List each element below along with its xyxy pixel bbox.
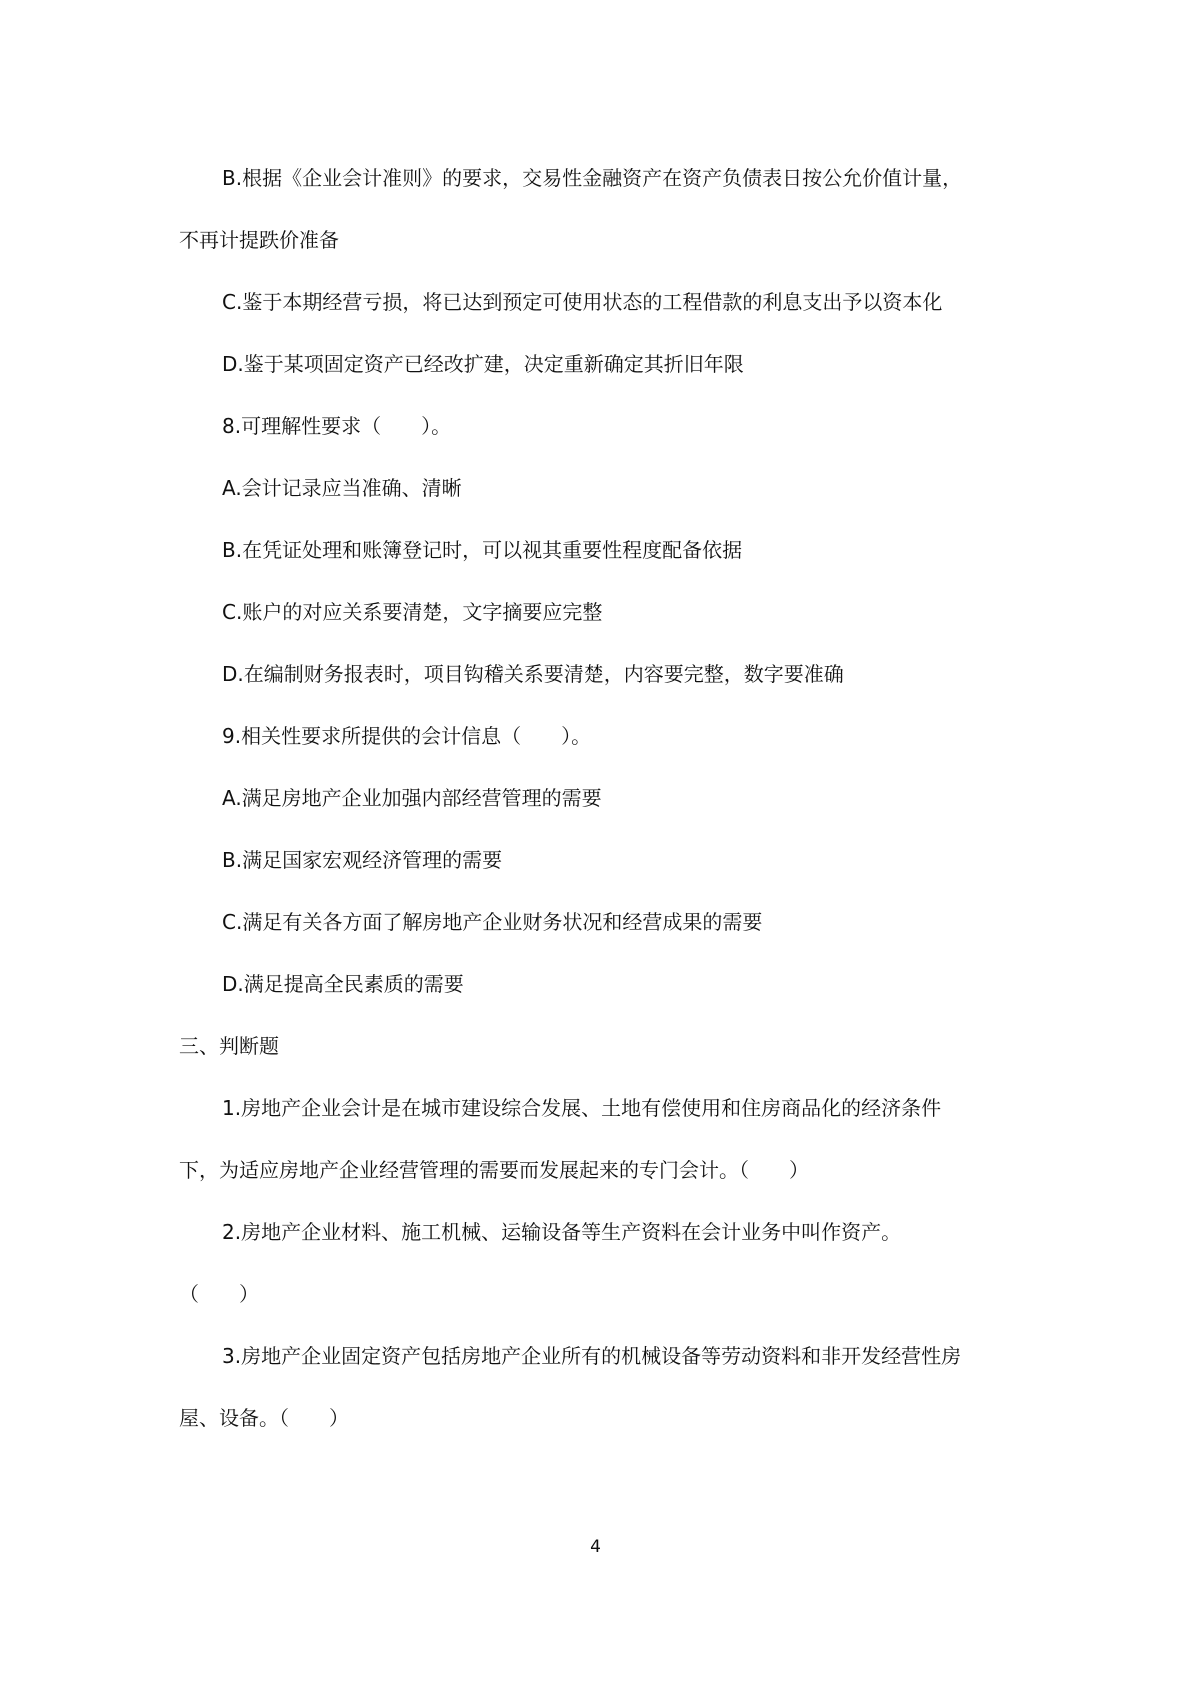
option-d-q9: D.满足提高全民素质的需要 — [222, 972, 464, 996]
tf-question-3-line1: 3.房地产企业固定资产包括房地产企业所有的机械设备等劳动资料和非开发经营性房 — [222, 1344, 962, 1368]
question-8: 8.可理解性要求（ ）。 — [222, 414, 452, 438]
option-c-q8: C.账户的对应关系要清楚，文字摘要应完整 — [222, 600, 603, 624]
option-b-q9: B.满足国家宏观经济管理的需要 — [222, 848, 503, 872]
tf-question-1-line1: 1.房地产企业会计是在城市建设综合发展、土地有偿使用和住房商品化的经济条件 — [222, 1096, 942, 1120]
option-d-q8: D.在编制财务报表时，项目钩稽关系要清楚，内容要完整，数字要准确 — [222, 662, 844, 686]
option-c-q7: C.鉴于本期经营亏损，将已达到预定可使用状态的工程借款的利息支出予以资本化 — [222, 290, 943, 314]
tf-question-1-line2: 下，为适应房地产企业经营管理的需要而发展起来的专门会计。（ ） — [179, 1158, 809, 1182]
option-b-q8: B.在凭证处理和账簿登记时，可以视其重要性程度配备依据 — [222, 538, 743, 562]
question-9: 9.相关性要求所提供的会计信息（ ）。 — [222, 724, 592, 748]
tf-question-2-line1: 2.房地产企业材料、施工机械、运输设备等生产资料在会计业务中叫作资产。 — [222, 1220, 902, 1244]
tf-question-2-line2: （ ） — [179, 1282, 259, 1306]
tf-question-3-line2: 屋、设备。（ ） — [179, 1406, 349, 1430]
section-heading-true-false: 三、判断题 — [179, 1034, 279, 1058]
option-b-q7-line2: 不再计提跌价准备 — [179, 228, 339, 252]
option-a-q9: A.满足房地产企业加强内部经营管理的需要 — [222, 786, 602, 810]
option-a-q8: A.会计记录应当准确、清晰 — [222, 476, 462, 500]
option-b-q7-line1: B.根据《企业会计准则》的要求，交易性金融资产在资产负债表日按公允价值计量， — [222, 166, 963, 190]
option-d-q7: D.鉴于某项固定资产已经改扩建，决定重新确定其折旧年限 — [222, 352, 744, 376]
page-number: 4 — [590, 1537, 601, 1557]
option-c-q9: C.满足有关各方面了解房地产企业财务状况和经营成果的需要 — [222, 910, 763, 934]
